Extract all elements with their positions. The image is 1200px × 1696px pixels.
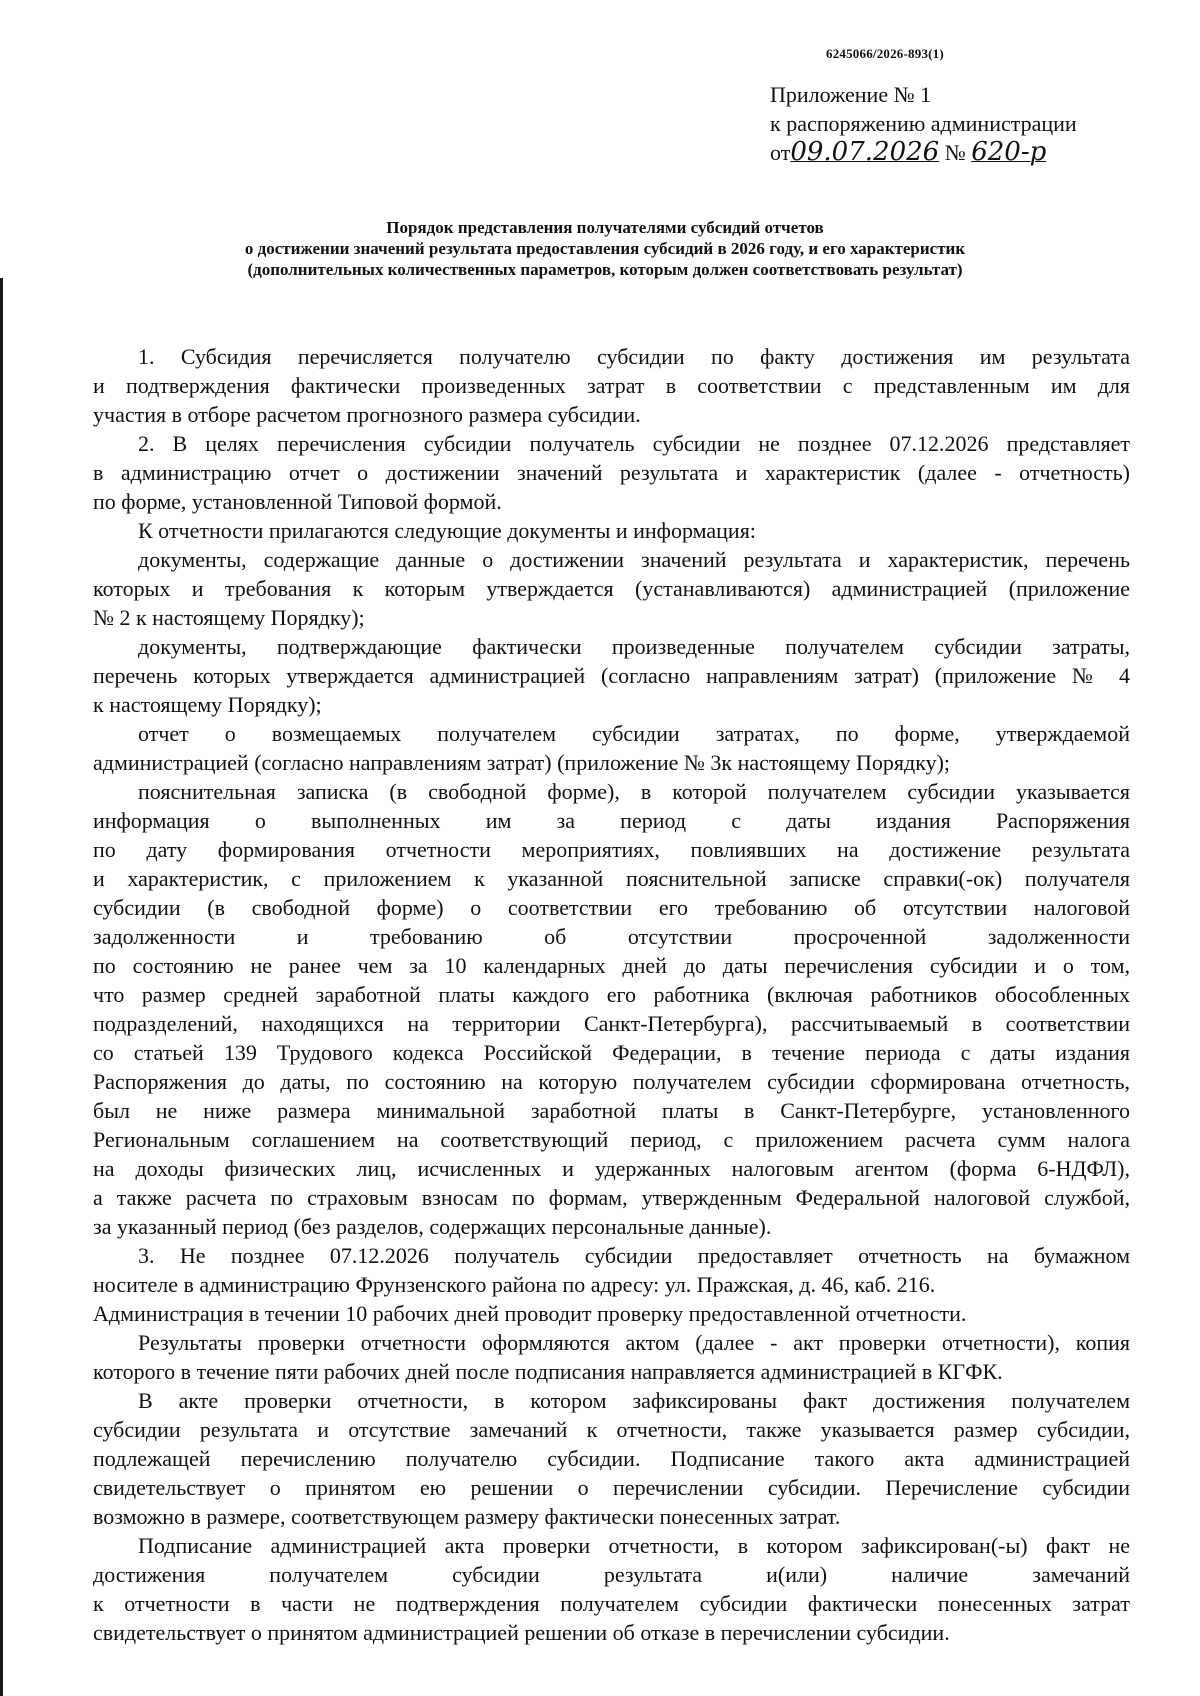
appendix-number: Приложение № 1	[770, 82, 932, 107]
body-line: свидетельствует о принятом ею решении о перечислении субсидии. Перечисление субсидии	[93, 1475, 1130, 1500]
body-line: свидетельствует о принятом администрацией решении об отказе в перечислении субсидии.	[93, 1620, 950, 1645]
body-line: Подписание администрацией акта проверки отчетности, в котором зафиксирован(-ы) факт не	[138, 1533, 1130, 1558]
body-line: 2. В целях перечисления субсидии получатель субсидии не позднее 07.12.2026 представляет	[138, 431, 1130, 456]
body-line: за указанный период (без разделов, содержащих персональные данные).	[93, 1214, 772, 1239]
number-sign: №	[944, 140, 966, 165]
title-line: Порядок представления получателями субсидий отчетов	[386, 218, 824, 237]
document-title	[150, 217, 1060, 280]
title-line: о достижении значений результата предоставления субсидий в 2026 году, и его характеристик	[244, 239, 966, 258]
body-line: по форме, установленной Типовой формой.	[93, 489, 502, 514]
body-line: и подтверждения фактически произведенных затрат в соответствии с представленным им для	[93, 373, 1130, 398]
date-prefix: от	[770, 140, 791, 165]
body-line: по состоянию не ранее чем за 10 календарных дней до даты перечисления субсидии и о том,	[93, 953, 1130, 978]
handwritten-date: 09.07.2026	[790, 137, 940, 167]
handwritten-number: 620-р	[971, 137, 1047, 167]
body-line: которых и требования к которым утверждается (устанавливаются) администрацией (приложение	[93, 576, 1130, 601]
appendix-reference: к распоряжению администрации	[770, 111, 1077, 136]
body-line: что размер средней заработной платы каждого его работника (включая работников обособленных	[93, 982, 1130, 1007]
body-line: субсидии (в свободной форме) о соответствии его требованию об отсутствии налоговой	[93, 895, 1130, 920]
body-line: В акте проверки отчетности, в котором зафиксированы факт достижения получателем	[138, 1388, 1130, 1413]
document-body	[93, 342, 1130, 1647]
body-line: перечень которых утверждается администрацией (согласно направлениям затрат) (приложение № 4	[93, 663, 1130, 688]
body-line: подлежащей перечислению получателю субсидии. Подписание такого акта администрацией	[93, 1446, 1130, 1471]
body-line: которого в течение пяти рабочих дней после подписания направляется администрацией в КГФК.	[93, 1359, 1003, 1384]
appendix-block	[770, 80, 1077, 167]
body-line: К отчетности прилагаются следующие документы и информация:	[138, 518, 756, 543]
body-line: на доходы физических лиц, исчисленных и удержанных налоговым агентом (форма 6-НДФЛ),	[93, 1156, 1130, 1181]
body-line: документы, содержащие данные о достижении значений результата и характеристик, перечень	[138, 547, 1130, 572]
body-line: № 2 к настоящему Порядку);	[93, 605, 365, 630]
body-line: и характеристик, с приложением к указанной пояснительной записке справки(-ок) получателя	[93, 866, 1130, 891]
body-line: участия в отборе расчетом прогнозного размера субсидии.	[93, 402, 641, 427]
body-line: по дату формирования отчетности мероприятиях, повлиявших на достижение результата	[93, 837, 1130, 862]
body-line: Региональным соглашением на соответствующий период, с приложением расчета сумм налога	[93, 1127, 1130, 1152]
body-line: задолженности и требованию об отсутствии просроченной задолженности	[93, 924, 1130, 949]
body-line: был не ниже размера минимальной заработной платы в Санкт-Петербурге, установленного	[93, 1098, 1130, 1123]
body-line: в администрацию отчет о достижении значений результата и характеристик (далее - отчетность)	[93, 460, 1130, 485]
body-line: администрацией (согласно направлениям затрат) (приложение № 3к настоящему Порядку);	[93, 750, 951, 775]
body-line: Распоряжения до даты, по состоянию на которую получателем субсидии сформирована отчетность,	[93, 1069, 1130, 1094]
body-line: субсидии результата и отсутствие замечаний к отчетности, также указывается размер субсидии,	[93, 1417, 1130, 1442]
body-line: пояснительная записка (в свободной форме), в которой получателем субсидии указывается	[138, 779, 1130, 804]
body-line: подразделений, находящихся на территории Санкт-Петербурга), рассчитываемый в соответствии	[93, 1011, 1130, 1036]
body-line: со статьей 139 Трудового кодекса Российской Федерации, в течение периода с даты издания	[93, 1040, 1130, 1065]
document-id: 6245066/2026-893(1)	[826, 46, 944, 61]
body-line: а также расчета по страховым взносам по формам, утвержденным Федеральной налоговой службой,	[93, 1185, 1130, 1210]
body-line: Администрация в течении 10 рабочих дней проводит проверку предоставленной отчетности.	[93, 1301, 967, 1326]
title-line: (дополнительных количественных параметров, которым должен соответствовать результат)	[247, 260, 963, 279]
body-line: к отчетности в части не подтверждения получателем субсидии фактически понесенных затрат	[93, 1591, 1130, 1616]
body-line: к настоящему Порядку);	[93, 692, 322, 717]
body-line: документы, подтверждающие фактически произведенные получателем субсидии затраты,	[138, 634, 1130, 659]
body-line: отчет о возмещаемых получателем субсидии затратах, по форме, утверждаемой	[138, 721, 1130, 746]
body-line: носителе в администрацию Фрунзенского района по адресу: ул. Пражская, д. 46, каб. 216.	[93, 1272, 936, 1297]
scan-edge-line	[0, 278, 3, 1696]
body-line: информация о выполненных им за период с даты издания Распоряжения	[93, 808, 1130, 833]
body-line: 3. Не позднее 07.12.2026 получатель субсидии предоставляет отчетность на бумажном	[138, 1243, 1130, 1268]
body-line: 1. Субсидия перечисляется получателю субсидии по факту достижения им результата	[138, 344, 1130, 369]
appendix-date-line	[770, 138, 1077, 167]
body-line: достижения получателем субсидии результата и(или) наличие замечаний	[93, 1562, 1130, 1587]
body-line: возможно в размере, соответствующем размеру фактически понесенных затрат.	[93, 1504, 841, 1529]
body-line: Результаты проверки отчетности оформляются актом (далее - акт проверки отчетности), копия	[138, 1330, 1130, 1355]
